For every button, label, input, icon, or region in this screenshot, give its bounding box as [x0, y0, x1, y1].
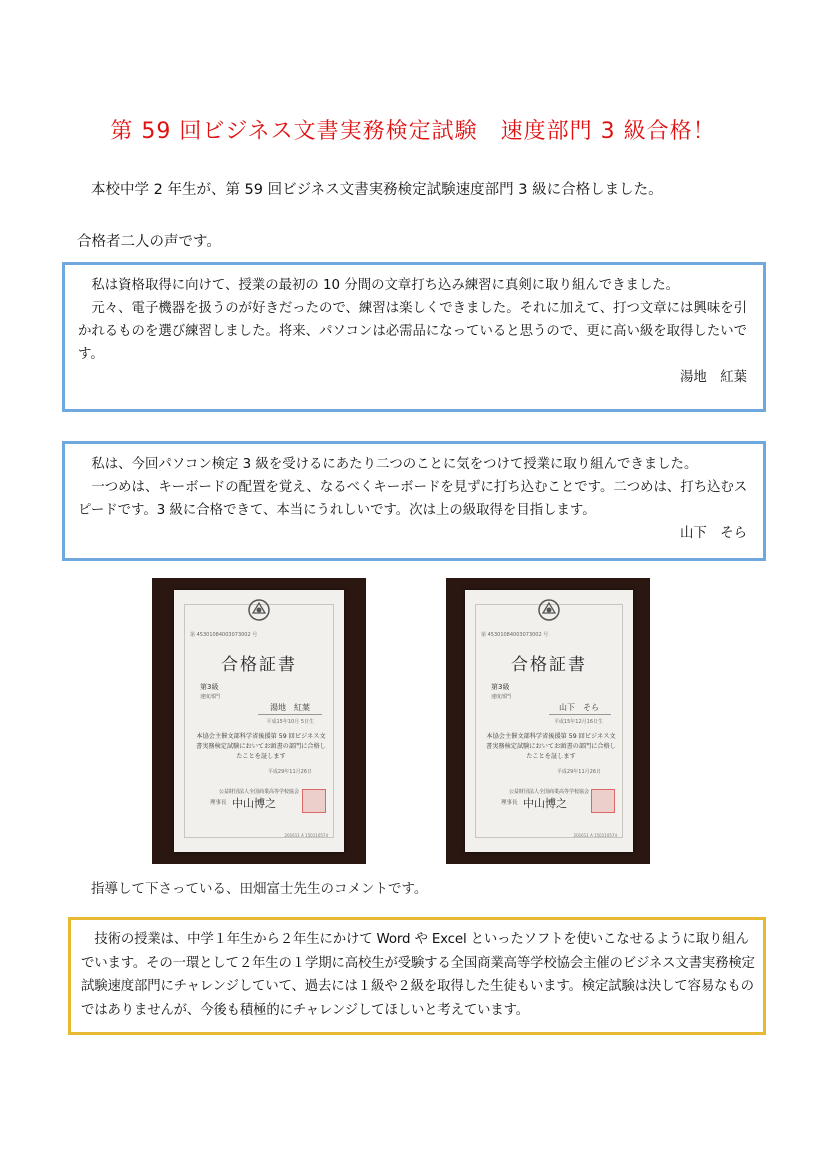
certificate-chair-name: 中山博之: [523, 797, 567, 810]
certificate: [465, 590, 633, 852]
certificate-issue-date: 平成29年11月26日: [267, 769, 312, 775]
name-underline: [258, 714, 322, 715]
certificate-level: 第3級: [200, 683, 219, 691]
seal-stamp: [591, 789, 615, 813]
certificate-number: 第 45301084003073002 号: [190, 632, 258, 638]
certificate-division: 速度部門: [491, 694, 512, 700]
certificate-chair-name: 中山博之: [232, 797, 276, 810]
certificate-chair-title: 理事長: [501, 800, 518, 806]
teacher-comment-caption: 指導して下さっている、田畑富士先生のコメントです。: [91, 881, 428, 897]
certificate-name: 山下 そら: [559, 703, 599, 712]
page-title: 第 59 回ビジネス文書実務検定試験 速度部門 3 級合格！: [110, 119, 716, 144]
certificate-footer: 201611 A 150110574: [573, 833, 617, 838]
testimonial-signature: 湯地 紅葉: [680, 370, 747, 385]
testimonial-box-2: [62, 441, 766, 561]
certificate-org: 公益財団法人全国商業高等学校協会: [508, 789, 589, 795]
emblem-icon: [247, 598, 271, 622]
certificate: [174, 590, 344, 852]
testimonial-box-1: [62, 262, 766, 412]
voices-label: 合格者二人の声です。: [77, 234, 221, 250]
testimonial-paragraph: 一つめは、キーボードの配置を覚え、なるべくキーボードを見ずに打ち込むことです。二つめは、打ち込むスピードです。3 級に合格できて、本当にうれしいです。次は上の級取得を目指します。: [78, 480, 748, 518]
certificate-title: 合格証書: [511, 655, 587, 675]
certificate-division: 速度部門: [200, 694, 221, 700]
seal-stamp: [302, 789, 326, 813]
emblem-icon: [537, 598, 561, 622]
certificate-footer: 201611 A 150110574: [284, 833, 328, 838]
testimonial-signature: 山下 そら: [680, 526, 747, 541]
certificate-title: 合格証書: [221, 655, 297, 675]
certificate-chair-title: 理事長: [210, 800, 227, 806]
name-underline: [549, 714, 611, 715]
teacher-comment-box: [68, 917, 766, 1035]
certificate-number: 第 45301084003073002 号: [481, 632, 549, 638]
testimonial-paragraph: 私は、今回パソコン検定 3 級を受けるにあたり二つのことに気をつけて授業に取り組んできました。: [91, 457, 698, 472]
testimonial-paragraph: 元々、電子機器を扱うのが好きだったので、練習は楽しくできました。それに加えて、打つ文章には興味を引かれるものを選び練習しました。将来、パソコンは必需品になっていると思うので、更に高い級を取得したいです。: [78, 301, 747, 362]
certificate-issue-date: 平成29年11月26日: [556, 769, 601, 775]
testimonial-paragraph: 私は資格取得に向けて、授業の最初の 10 分間の文章打ち込み練習に真剣に取り組んできました。: [91, 278, 680, 293]
certificate-org: 公益財団法人全国商業高等学校協会: [218, 789, 299, 795]
certificate-photo-1: [152, 578, 366, 864]
intro-text: 本校中学 2 年生が、第 59 回ビジネス文書実務検定試験速度部門 3 級に合格しました。: [91, 182, 663, 198]
certificate-birthdate: 平成15年10月 5日生: [266, 719, 314, 725]
certificate-name: 湯地 紅葉: [270, 703, 310, 712]
certificate-body: 本協会主催文部科学省後援第 59 回ビジネス文書実務検定試験においてお頭書の部門に合格したことを証します: [196, 733, 326, 760]
certificate-body: 本協会主催文部科学省後援第 59 回ビジネス文書実務検定試験においてお頭書の部門に合格したことを証します: [486, 733, 616, 760]
certificate-birthdate: 平成15年12月16日生: [553, 719, 603, 725]
certificate-photo-2: [446, 578, 650, 864]
teacher-comment-text: 技術の授業は、中学１年生から２年生にかけて Word や Excel といったソフトを使いこなせるように取り組んでいます。その一環として２年生の１学期に高校生が受験する全国商業高等学校協会主催のビジネス文書実務検定試験速度部門にチャレンジしていて、過去には１級や２級を取得した生徒もいます。検定試験は決して容易なものではありませんが、今後も積極的にチャレンジしてほしいと考えています。: [81, 932, 755, 1018]
certificate-level: 第3級: [491, 683, 510, 691]
